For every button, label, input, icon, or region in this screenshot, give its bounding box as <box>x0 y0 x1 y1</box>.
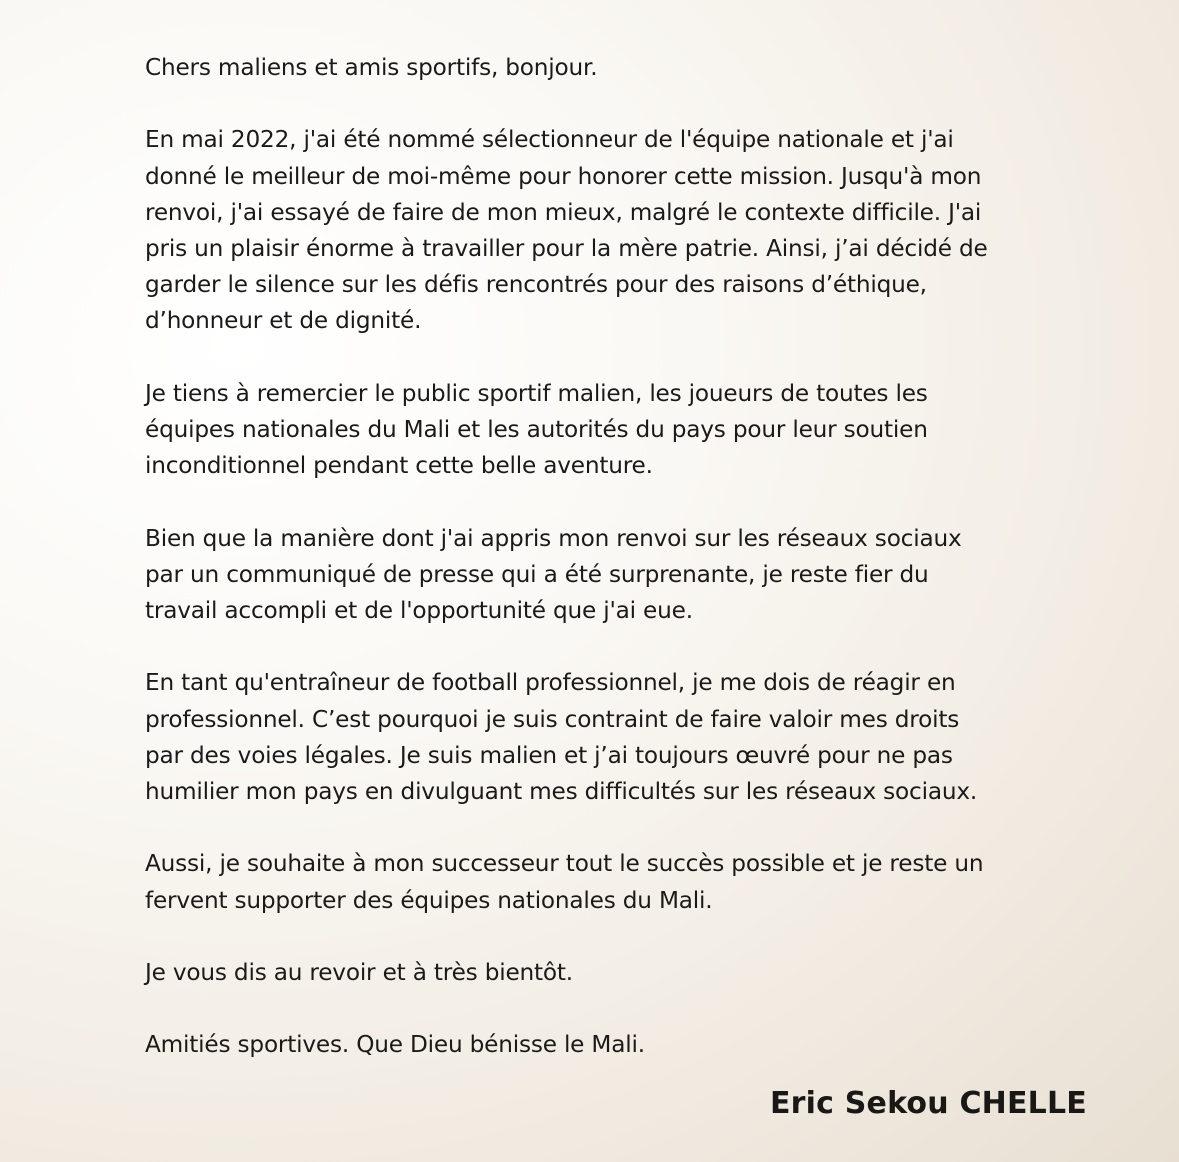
letter-closing: Amitiés sportives. Que Dieu bénisse le Mali. <box>145 1031 645 1059</box>
letter-paragraph: Je vous dis au revoir et à très bientôt. <box>145 958 573 986</box>
letter-body <box>145 50 1075 1100</box>
signature-name: Eric Sekou CHELLE <box>769 1086 1087 1121</box>
letter-paragraph: Bien que la manière dont j'ai appris mon renvoi sur les réseaux sociaux par un communiqué de presse qui a été surprenante, je reste fier du travail accompli et de l'opportunité que j'ai eue. <box>145 524 962 624</box>
letter-paragraph: Aussi, je souhaite à mon successeur tout le succès possible et je reste un fervent supporter des équipes nationales du Mali. <box>145 850 984 914</box>
letter-paragraph: En tant qu'entraîneur de football professionnel, je me dois de réagir en professionnel. C’est pourquoi je suis contraint de faire valoir mes droits par des voies légales. Je suis malien et j’ai toujours œuvré pour ne pas humilier mon pays en divulguant mes difficultés sur les réseaux sociaux. <box>145 669 978 805</box>
letter-greeting: Chers maliens et amis sportifs, bonjour. <box>145 54 598 81</box>
letter-paragraph: Je tiens à remercier le public sportif malien, les joueurs de toutes les équipes nationales du Mali et les autorités du pays pour leur soutien inconditionnel pendant cette belle aventure. <box>145 379 928 480</box>
letter-paragraph: En mai 2022, j'ai été nommé sélectionneur de l'équipe nationale et j'ai donné le meilleur de moi-même pour honorer cette mission. Jusqu'à mon renvoi, j'ai essayé de faire de mon mieux, malgré le contexte difficile. J'ai pris un plaisir énorme à travailler pour la mère patrie. Ainsi, j’ai décidé de garder le silence sur les défis rencontrés pour des raisons d’éthique, d’honneur et de dignité. <box>145 126 988 335</box>
